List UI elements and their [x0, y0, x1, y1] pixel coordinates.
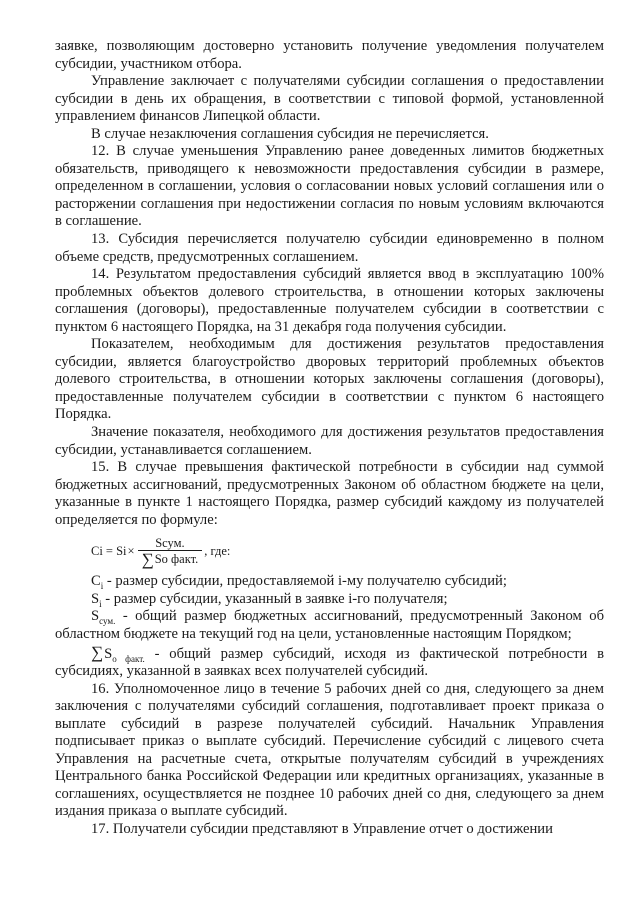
paragraph-item-14: 14. Результатом предоставления субсидий является ввод в эксплуатацию 100% проблемных объектов долевого строительства, в отношении которых заключены соглашения (договоры), предоставленные получателем субсидии в соответствии с пунктом 6 настоящего Порядка, на 31 декабря года получения субсидии.	[55, 266, 604, 335]
sigma-symbol: ∑	[141, 549, 154, 569]
paragraph-item-12: 12. В случае уменьшения Управлению ранее доведенных лимитов бюджетных обязательств, приводящего к невозможности предоставления субсидии в размере, определенном в соглашении, условия о согласовании новых условий соглашения или о расторжении соглашения при недостижении согласия по новым условиям включаются в соглашение.	[55, 143, 604, 230]
definition-ci: $C_i$ - размер субсидии, предоставляемой i-му получателю субсидий;	[91, 573, 507, 592]
formula-suffix: , где:	[204, 543, 231, 558]
paragraph-item-13: 13. Субсидия перечисляется получателю субсидии единовременно в полном объеме средств, предусмотренных соглашением.	[55, 231, 604, 265]
paragraph-item-16: 16. Уполномоченное лицо в течение 5 рабочих дней со дня, следующего за днем заключения с получателями субсидий соглашения, подготавливает проект приказа о выплате субсидий в разрезе получателей субсидий. Начальник Управления подписывает приказ о выплате субсидий. Перечисление субсидий с лицевого счета Управления на расчетные счета, открытые получателям субсидий в учреждениях Центрального банка Российской Федерации или кредитных организациях, указанные в соглашениях, осуществляется не позднее 10 рабочих дней со дня, следующего за днем издания приказа о выплате субсидий.	[55, 680, 604, 820]
definition-si: $S_i$ - размер субсидии, указанный в заявке i-го получателя;	[91, 590, 448, 609]
definition-sofact: $\sum S_{o факт.}$ - общий размер субсидий, исходя из фактической потребности в субсидиях, указанной в заявках всех получателей субсидий.	[55, 642, 604, 680]
formula-denominator	[138, 550, 203, 567]
paragraph: Показателем, необходимым для достижения результатов предоставления субсидии, является благоустройство дворовых территорий проблемных объектов долевого строительства, в отношении которых заключены соглашения (договоры), предоставленные получателем субсидии в соответствии с пунктом 6 настоящего Порядка.	[55, 336, 604, 423]
paragraph: заявке, позволяющим достоверно установить получение уведомления получателем субсидии, участником отбора.	[55, 38, 604, 72]
paragraph: В случае незаключения соглашения субсидия не перечисляется.	[91, 125, 489, 142]
document-page	[55, 38, 604, 839]
paragraph-item-15: 15. В случае превышения фактической потребности в субсидии над суммой бюджетных ассигнований, предусмотренных Законом об областном бюджете на цели, указанные в пункте 1 настоящего Порядка, размер субсидий каждому из получателей определяется по формуле:	[55, 459, 604, 528]
paragraph: Управление заключает с получателями субсидии соглашения о предоставлении субсидии в день их обращения, в соответствии с типовой формой, установленной управлением финансов Липецкой области.	[55, 73, 604, 125]
formula-denominator-text: So факт.	[154, 551, 199, 566]
definition-ssum: $S_{сум.}$ - общий размер бюджетных ассигнований, предусмотренный Законом об областном бюджете на текущий год на цели, установленные настоящим Порядком;	[55, 608, 604, 642]
formula-fraction	[138, 536, 203, 567]
paragraph-item-17: 17. Получатели субсидии представляют в Управление отчет о достижении	[91, 820, 553, 837]
formula-lhs: Ci = Si	[91, 543, 127, 558]
subsidy-formula	[91, 529, 604, 573]
formula-numerator: Sсум.	[155, 535, 185, 550]
paragraph: Значение показателя, необходимого для достижения результатов предоставления субсидии, устанавливается соглашением.	[55, 424, 604, 458]
formula-times: ×	[127, 543, 135, 558]
